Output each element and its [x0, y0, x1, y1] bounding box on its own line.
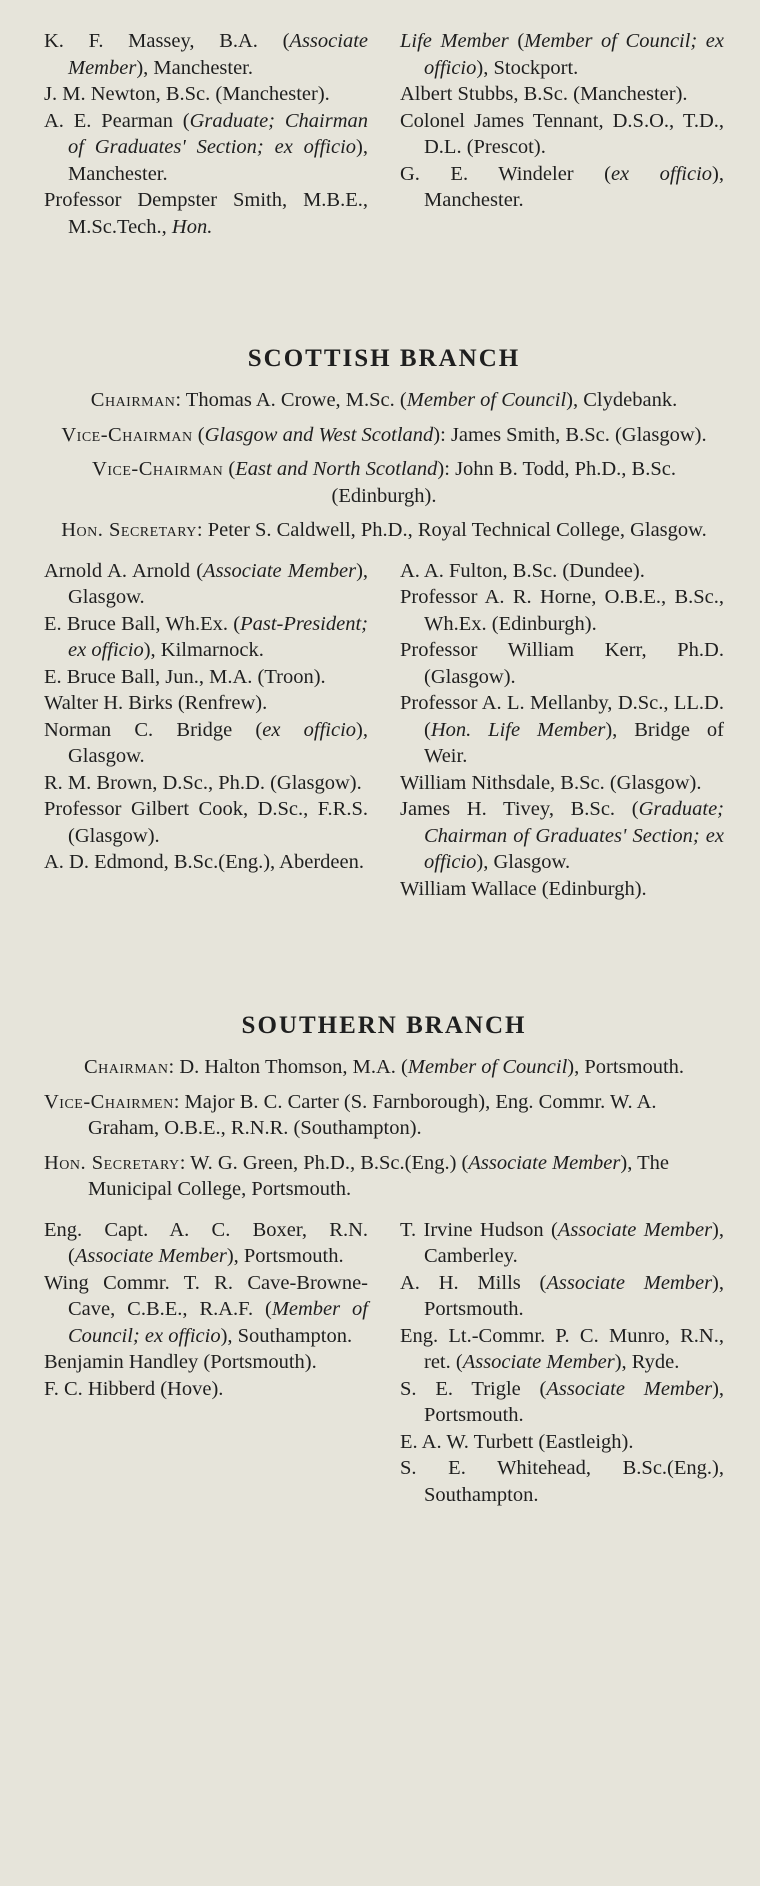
officer-role: Hon. Secretary [61, 519, 197, 541]
text-run: ( [508, 30, 525, 52]
text-run: James H. Tivey, B.Sc. ( [400, 798, 639, 820]
section-heading-scottish: SCOTTISH BRANCH [247, 345, 521, 372]
text-run: Albert Stubbs, B.Sc. (Manchester). [400, 83, 688, 105]
text-run: Professor Gilbert Cook, D.Sc., F.R.S. (Glasgow). [44, 798, 368, 847]
member-entry [44, 690, 368, 717]
officer-role: Chairman [83, 1056, 169, 1078]
member-entry [400, 1323, 724, 1376]
officer-line [44, 456, 724, 509]
text-run: G. E. Windeler ( [400, 162, 611, 185]
italic-text: Graduate; Chairman of Graduates' Section; ex officio [424, 798, 724, 873]
member-entry [44, 1376, 368, 1403]
italic-text: Member of Council; ex officio [424, 30, 725, 79]
text-run: Eng. Capt. A. C. Boxer, R.N. ( [44, 1218, 368, 1267]
section-heading-southern: SOUTHERN BRANCH [241, 1012, 527, 1039]
member-entry [44, 187, 368, 240]
text-run: William Wallace (Edinburgh). [400, 877, 647, 900]
text-run: ), The Municipal College, Portsmouth. [88, 1151, 669, 1200]
text-run: ), Portsmouth. [424, 1377, 725, 1426]
italic-text: Associate Member [546, 1377, 713, 1400]
officer-role: Chairman [90, 389, 176, 411]
member-entry [400, 1376, 724, 1429]
member-entry [400, 1217, 724, 1270]
text-run: E. Bruce Ball, Wh.Ex. ( [44, 612, 241, 635]
italic-text: Hon. Life Member [430, 718, 606, 741]
text-run: E. Bruce Ball, Jun., M.A. (Troon). [44, 665, 326, 688]
text-run: K. F. Massey, B.A. ( [44, 30, 290, 52]
member-entry [44, 664, 368, 691]
member-column-right [400, 28, 724, 240]
member-entry [44, 796, 368, 849]
member-entry [400, 796, 724, 876]
member-column-left [44, 1217, 368, 1509]
text-run: Arnold A. Arnold ( [44, 559, 204, 582]
text-run: ), Glasgow. [68, 559, 369, 608]
text-run: Benjamin Handley (Portsmouth). [44, 1351, 317, 1373]
member-entry [44, 1217, 368, 1270]
officer-line [44, 517, 724, 544]
italic-text: Associate Member [557, 1218, 713, 1241]
italic-text: Associate Member [203, 559, 357, 582]
text-run: Professor William Kerr, Ph.D. (Glasgow). [400, 639, 724, 688]
italic-text: Hon. [171, 215, 213, 238]
text-run: : Peter S. Caldwell, Ph.D., Royal Technical College, Glasgow. [196, 519, 707, 541]
text-run: Eng. Lt.-Commr. P. C. Munro, R.N., ret. ( [400, 1324, 724, 1373]
text-run: Colonel James Tennant, D.S.O., T.D., D.L. (Prescot). [400, 109, 724, 158]
officer-line [44, 1054, 724, 1081]
text-run: ), Stockport. [476, 56, 579, 79]
member-entry [400, 637, 724, 690]
member-column-left [44, 558, 368, 903]
italic-text: Associate Member [468, 1151, 621, 1174]
text-run: ), Portsmouth. [424, 1271, 724, 1320]
continued-members [44, 28, 724, 240]
member-entry [44, 1270, 368, 1350]
text-run: F. C. Hibberd (Hove). [44, 1377, 224, 1400]
member-entry [400, 81, 724, 108]
member-entry [400, 28, 724, 81]
text-run: ), Manchester. [424, 162, 724, 211]
text-run: ), Manchester. [136, 56, 254, 79]
member-column-right [400, 558, 724, 903]
member-entry [400, 1270, 724, 1323]
text-run: A. D. Edmond, B.Sc.(Eng.), Aberdeen. [44, 851, 364, 873]
officer-role: Vice-Chairmen [44, 1090, 174, 1113]
member-entry [44, 108, 368, 188]
member-entry [44, 717, 368, 770]
member-list-scottish [44, 558, 724, 903]
member-entry [44, 558, 368, 611]
text-run: Professor A. R. Horne, O.B.E., B.Sc., Wh.Ex. (Edinburgh). [400, 586, 724, 635]
officer-line [44, 422, 724, 449]
officer-role: Vice-Chairman [92, 458, 224, 480]
text-run: : Thomas A. Crowe, M.Sc. ( [175, 389, 407, 411]
text-run: ), Portsmouth. [567, 1056, 685, 1078]
text-run: : Major B. C. Carter (S. Farnborough), Eng. Commr. W. A. Graham, O.B.E., R.N.R. (Southampton). [88, 1090, 657, 1139]
text-run: T. Irvine Hudson ( [400, 1218, 558, 1241]
officer-line [44, 1089, 724, 1142]
italic-text: Associate Member [546, 1271, 713, 1294]
text-run: ): James Smith, B.Sc. (Glasgow). [433, 423, 707, 446]
text-run: ), Bridge of Weir. [424, 718, 724, 767]
member-entry [400, 584, 724, 637]
text-run: ): John B. Todd, Ph.D., B.Sc. (Edinburgh). [331, 458, 676, 507]
italic-text: Graduate; Chairman of Graduates' Section; ex officio [68, 109, 368, 158]
text-run: ), Ryde. [614, 1351, 680, 1373]
member-entry [44, 849, 368, 876]
member-entry [400, 161, 724, 214]
text-run: A. E. Pearman ( [44, 109, 190, 132]
italic-text: Past-President; ex officio [68, 612, 368, 661]
text-run: William Nithsdale, B.Sc. (Glasgow). [400, 771, 702, 794]
text-run: Professor Dempster Smith, M.B.E., M.Sc.Tech., [44, 189, 368, 238]
text-run: J. M. Newton, B.Sc. (Manchester). [44, 83, 330, 105]
text-run: E. A. W. Turbett (Eastleigh). [400, 1430, 634, 1453]
text-run: A. H. Mills ( [400, 1271, 547, 1294]
text-run: S. E. Whitehead, B.Sc.(Eng.), Southampton. [400, 1457, 724, 1506]
member-entry [400, 690, 724, 770]
italic-text: ex officio [610, 162, 713, 185]
italic-text: Associate Member [74, 1245, 227, 1267]
text-run: S. E. Trigle ( [400, 1377, 547, 1400]
italic-text: East and North Scotland [235, 458, 438, 480]
text-run: : W. G. Green, Ph.D., B.Sc.(Eng.) ( [179, 1151, 469, 1174]
member-entry [44, 81, 368, 108]
italic-text: Life Member [400, 30, 509, 52]
text-run: ), Manchester. [68, 136, 368, 185]
text-run: Wing Commr. T. R. Cave-Browne-Cave, C.B.E., R.A.F. ( [44, 1271, 368, 1320]
italic-text: Member of Council; ex officio [68, 1298, 368, 1347]
italic-text: Member of Council [407, 1056, 568, 1078]
italic-text: Associate Member [462, 1351, 615, 1373]
italic-text: Associate Member [68, 30, 368, 79]
officer-role: Vice-Chairman [61, 423, 193, 446]
officer-role: Hon. Secretary [44, 1151, 180, 1174]
text-run: ), Glasgow. [68, 718, 368, 767]
text-run: ), Kilmarnock. [143, 639, 264, 661]
member-list-southern [44, 1217, 724, 1509]
member-entry [44, 28, 368, 81]
member-entry [400, 108, 724, 161]
text-run: ( [223, 458, 236, 480]
text-run: A. A. Fulton, B.Sc. (Dundee). [400, 559, 645, 582]
member-entry [44, 770, 368, 797]
italic-text: Glasgow and West Scotland [204, 423, 434, 446]
text-run: ), Southampton. [220, 1324, 353, 1347]
text-run: ), Camberley. [424, 1218, 724, 1267]
member-entry [44, 611, 368, 664]
text-run: Professor A. L. Mellanby, D.Sc., LL.D. ( [400, 692, 724, 741]
text-run: ), Clydebank. [566, 389, 678, 411]
officer-line [44, 1150, 724, 1203]
member-entry [400, 558, 724, 585]
member-entry [400, 1429, 724, 1456]
text-run: ), Glasgow. [476, 851, 571, 873]
text-run: ( [192, 423, 205, 446]
member-entry [400, 770, 724, 797]
officer-list-southern [44, 1054, 724, 1203]
member-entry [400, 1455, 724, 1508]
text-run: Norman C. Bridge ( [44, 718, 263, 741]
member-column-right [400, 1217, 724, 1509]
text-run: ), Portsmouth. [226, 1245, 344, 1267]
member-entry [400, 876, 724, 903]
italic-text: Member of Council [406, 389, 567, 411]
text-run: Walter H. Birks (Renfrew). [44, 692, 268, 714]
italic-text: ex officio [262, 718, 357, 741]
member-entry [44, 1349, 368, 1376]
officer-list-scottish [44, 387, 724, 544]
text-run: R. M. Brown, D.Sc., Ph.D. (Glasgow). [44, 771, 362, 794]
text-run: : D. Halton Thomson, M.A. ( [168, 1056, 408, 1078]
officer-line [44, 387, 724, 414]
member-column-left [44, 28, 368, 240]
